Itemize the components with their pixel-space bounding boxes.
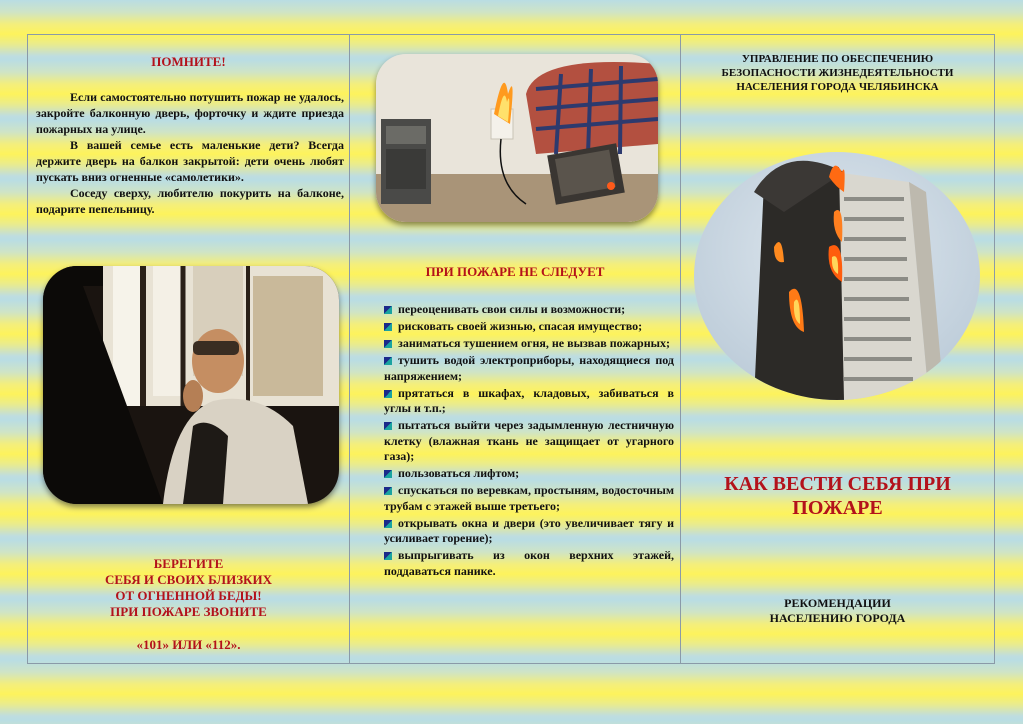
org-line-1: УПРАВЛЕНИЕ ПО ОБЕСПЕЧЕНИЮ bbox=[741, 53, 934, 65]
list-item: открывать окна и двери (это увеличивает тягу и усиливает горение); bbox=[384, 515, 674, 545]
list-item: выпрыгивать из окон верхних этажей, поддаваться панике. bbox=[384, 548, 674, 578]
list-item: тушить водой электроприборы, находящиеся под напряжением; bbox=[384, 353, 674, 383]
list-item: заниматься тушением огня, не вызвав пожарных; bbox=[384, 336, 674, 352]
recommendations-caption bbox=[681, 596, 994, 626]
warning-line-3: ОТ ОГНЕННОЙ БЕДЫ! bbox=[115, 588, 262, 603]
advice-paragraph-3: Соседу сверху, любителю покурить на балконе, подарите пепельницу. bbox=[36, 186, 344, 216]
dont-list bbox=[384, 302, 674, 581]
warning-line-2: СЕБЯ И СВОИХ БЛИЗКИХ bbox=[104, 572, 272, 587]
org-line-3: НАСЕЛЕНИЯ ГОРОДА ЧЕЛЯБИНСКА bbox=[736, 81, 939, 93]
organization-name bbox=[681, 52, 994, 94]
advice-paragraph-2: В вашей семье есть маленькие дети? Всегда держите дверь на балкон закрытой: дети очень любят пускать вниз огненные «самолетики». bbox=[36, 138, 344, 184]
bottom-warning bbox=[28, 556, 349, 653]
main-title bbox=[681, 472, 994, 520]
advice-paragraph-1: Если самостоятельно потушить пожар не удалось, закройте балконную дверь, форточку и ждите приезда пожарных на улице. bbox=[36, 90, 344, 136]
warning-line-4: ПРИ ПОЖАРЕ ЗВОНИТЕ bbox=[110, 604, 267, 619]
list-item: рисковать своей жизнью, спасая имущество; bbox=[384, 319, 674, 335]
rec-line-2: НАСЕЛЕНИЮ ГОРОДА bbox=[769, 611, 906, 625]
right-panel bbox=[681, 34, 994, 664]
rec-line-1: РЕКОМЕНДАЦИИ bbox=[784, 596, 891, 610]
middle-panel bbox=[350, 34, 680, 664]
emergency-phones: «101» ИЛИ «112». bbox=[136, 637, 241, 652]
main-title-line-1: КАК ВЕСТИ СЕБЯ ПРИ bbox=[724, 473, 951, 495]
burning-building-photo bbox=[694, 152, 980, 400]
man-on-phone-photo bbox=[43, 266, 339, 504]
main-title-line-2: ПОЖАРЕ bbox=[792, 497, 883, 519]
remember-title: ПОМНИТЕ! bbox=[151, 54, 226, 69]
list-item: пытаться выйти через задымленную лестничную клетку (влажная ткань не защищает от угарного газа); bbox=[384, 418, 674, 463]
dont-title: ПРИ ПОЖАРЕ НЕ СЛЕДУЕТ bbox=[425, 264, 605, 279]
list-item: пользоваться лифтом; bbox=[384, 466, 674, 482]
list-item: прятаться в шкафах, кладовых, забиваться в углы и т.п.; bbox=[384, 385, 674, 415]
org-line-2: БЕЗОПАСНОСТИ ЖИЗНЕДЕЯТЕЛЬНОСТИ bbox=[721, 67, 954, 79]
left-panel bbox=[28, 34, 349, 664]
warning-line-1: БЕРЕГИТЕ bbox=[153, 556, 224, 571]
electrical-fire-photo bbox=[376, 54, 658, 222]
list-item: переоценивать свои силы и возможности; bbox=[384, 302, 674, 318]
list-item: спускаться по веревкам, простыням, водосточным трубам с этажей выше третьего; bbox=[384, 483, 674, 513]
